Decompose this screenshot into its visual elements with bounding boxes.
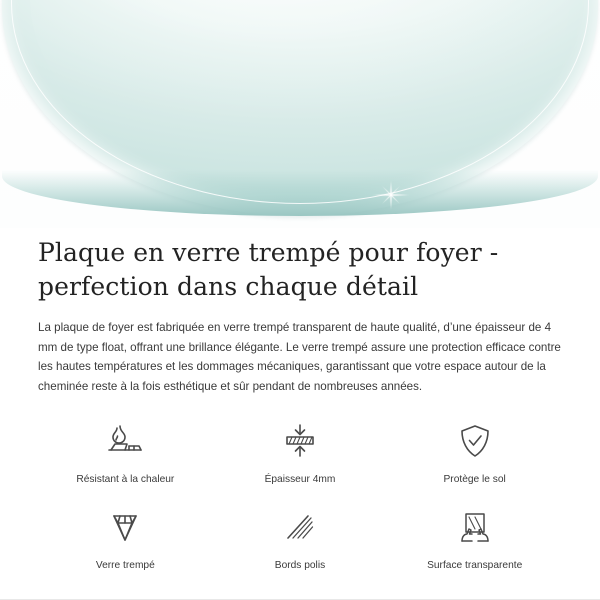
feature-item bbox=[213, 506, 388, 572]
feature-item bbox=[387, 506, 562, 572]
feature-item bbox=[213, 420, 388, 486]
feature-label: Surface transparente bbox=[427, 560, 523, 571]
hero-image bbox=[0, 0, 600, 228]
feature-item bbox=[38, 420, 213, 486]
polished-edges-icon bbox=[277, 506, 323, 550]
feature-item bbox=[38, 506, 213, 572]
thickness-4mm-icon bbox=[277, 420, 323, 464]
feature-label: Épaisseur 4mm bbox=[264, 474, 336, 485]
feature-item bbox=[387, 420, 562, 486]
feature-label: Verre trempé bbox=[95, 560, 155, 571]
diamond-icon bbox=[102, 506, 148, 550]
feature-grid bbox=[38, 420, 562, 572]
content-block bbox=[0, 228, 600, 572]
feature-label: Résistant à la chaleur bbox=[76, 474, 175, 485]
heat-resistant-icon bbox=[102, 420, 148, 464]
feature-label: Protège le sol bbox=[443, 474, 506, 485]
glass-plate-image bbox=[2, 0, 598, 216]
transparent-surface-icon bbox=[452, 506, 498, 550]
page-title: Plaque en verre trempé pour foyer - perfection dans chaque détail bbox=[38, 238, 499, 301]
shield-check-icon bbox=[452, 420, 498, 464]
description-text: La plaque de foyer est fabriquée en verre trempé transparent de haute qualité, d’une épaisseur de 4 mm de type float, offrant une brillance élégante. Le verre trempé assure une protection efficace contre les hautes températures et les dommages mécaniques, garantissant que votre espace autour de la cheminée reste à la fois esthétique et sûr pendant de nombreuses années. bbox=[38, 321, 561, 393]
feature-label: Bords polis bbox=[274, 560, 326, 571]
